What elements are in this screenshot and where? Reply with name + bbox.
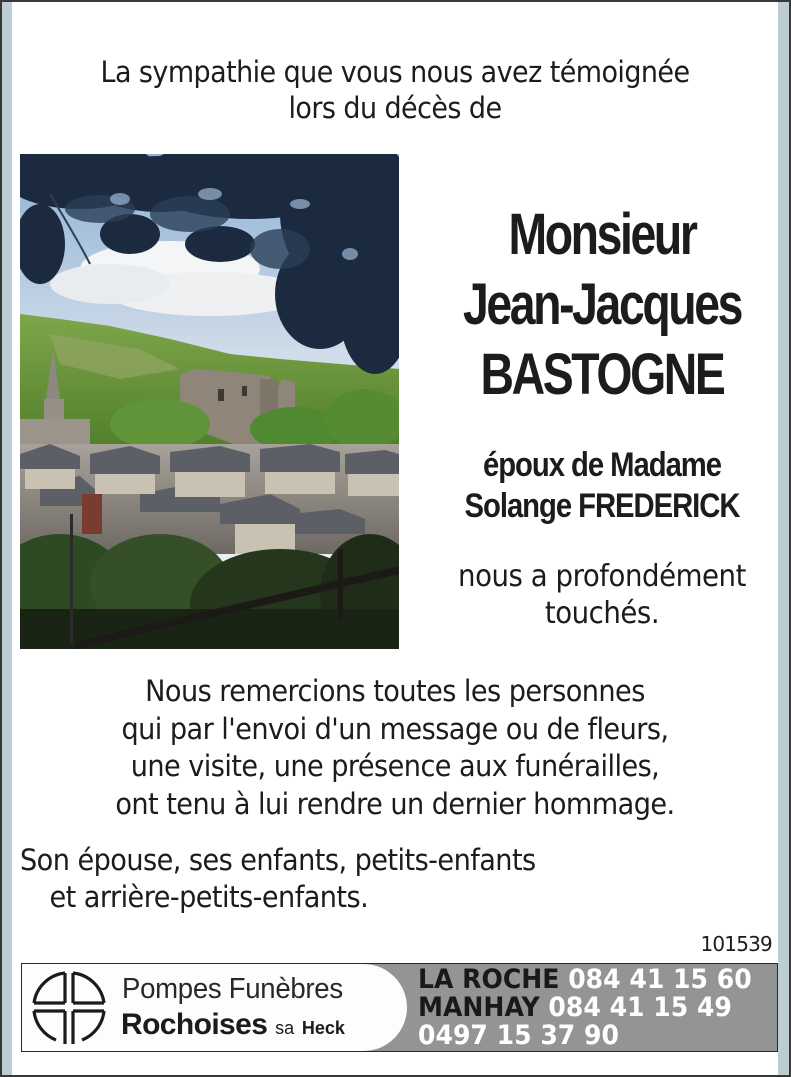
spouse-line-1: époux de Madame: [482, 446, 722, 484]
contact-row-manhay: [418, 994, 752, 1022]
intro-line-1: La sympathie que vous nous avez témoignée: [100, 55, 690, 89]
cross-in-circle-icon: [30, 970, 108, 1046]
spouse-line-2: Solange FREDERICK: [464, 487, 740, 525]
deceased-title: Monsieur: [508, 202, 696, 267]
brand-name: Rochoises: [121, 1008, 268, 1041]
contact-phone: 084 41 15 60: [568, 964, 752, 995]
spouse-info: [417, 445, 787, 527]
family-line-1: Son épouse, ses enfants, petits-enfants: [20, 843, 536, 877]
brand-sa: sa: [275, 1018, 295, 1038]
thanks-line-4: ont tenu à lui rendre un dernier hommage.: [115, 786, 675, 821]
contact-town: MANHAY: [418, 992, 540, 1023]
touched-text: [422, 558, 782, 632]
contact-town: LA ROCHE: [418, 964, 560, 995]
thanks-line-2: qui par l'envoi d'un message ou de fleurs,: [121, 711, 669, 746]
family-line-2: et arrière-petits-enfants.: [49, 880, 369, 914]
contact-list: [418, 964, 777, 1050]
landscape-photo: [20, 154, 399, 649]
touched-line-2: touchés.: [544, 596, 660, 631]
deceased-first-name: Jean-Jacques: [462, 272, 742, 337]
touched-line-1: nous a profondément: [458, 559, 746, 594]
reference-number: 101539: [700, 932, 772, 956]
intro-line-2: lors du décès de: [288, 91, 502, 125]
brand-line-2: [121, 1008, 345, 1042]
deceased-last-name: BASTOGNE: [480, 342, 724, 407]
contact-phone: 0497 15 37 90: [418, 1020, 619, 1051]
contact-row-la-roche: [418, 966, 752, 994]
intro-text: [39, 54, 751, 126]
deceased-name: [417, 200, 787, 410]
family-signature: [20, 842, 660, 916]
brand-line-1: Pompes Funèbres: [122, 973, 343, 1005]
thanks-paragraph: [12, 673, 778, 823]
thanks-line-1: Nous remercions toutes les personnes: [145, 674, 645, 708]
contact-phone: 084 41 15 49: [548, 992, 732, 1023]
brand-heck: Heck: [301, 1018, 345, 1038]
obituary-notice: [12, 2, 778, 1075]
funeral-home-banner: [21, 963, 778, 1052]
brand-panel: [22, 964, 407, 1051]
contact-row-mobile: [418, 1022, 752, 1050]
landscape-photo-illustration: [20, 154, 399, 649]
thanks-line-3: une visite, une présence aux funérailles,: [130, 749, 660, 783]
